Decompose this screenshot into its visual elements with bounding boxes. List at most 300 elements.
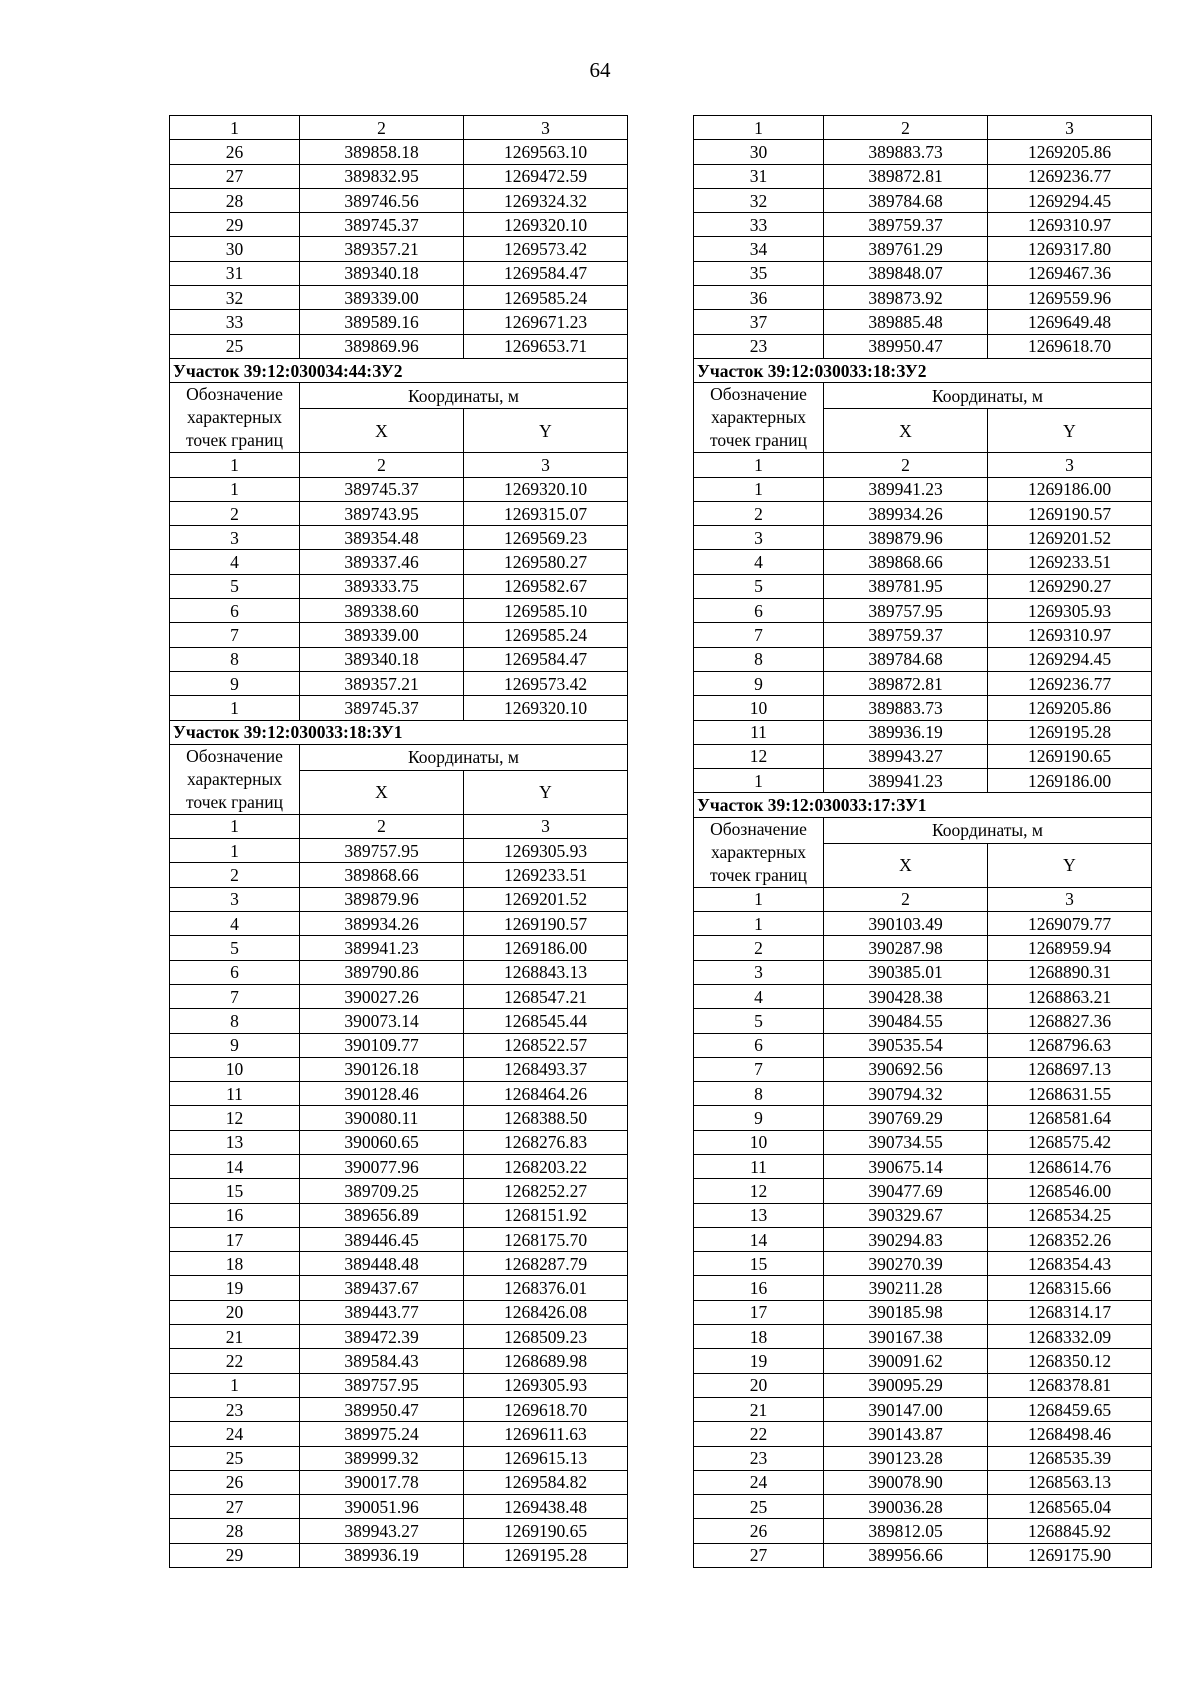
point-number: 10	[170, 1057, 300, 1081]
x-coordinate: 390535.54	[824, 1033, 988, 1057]
y-coordinate: 1268631.55	[988, 1082, 1152, 1106]
point-number: 5	[694, 574, 824, 598]
x-coordinate: 389934.26	[824, 501, 988, 525]
point-number: 2	[694, 501, 824, 525]
table-row	[694, 1495, 1152, 1519]
parcel-title: Участок 39:12:030033:18:ЗУ2	[694, 358, 1152, 382]
point-number: 11	[694, 1154, 824, 1178]
x-coordinate: 390123.28	[824, 1446, 988, 1470]
point-number: 4	[694, 550, 824, 574]
x-coordinate: 389759.37	[824, 623, 988, 647]
y-coordinate: 1269310.97	[988, 623, 1152, 647]
y-coordinate: 1269324.32	[464, 188, 628, 212]
x-coordinate: 389950.47	[824, 334, 988, 358]
x-coordinate: 389832.95	[300, 164, 464, 188]
table-row	[170, 623, 628, 647]
point-number: 2	[170, 863, 300, 887]
point-number: 8	[170, 1009, 300, 1033]
table-row	[170, 140, 628, 164]
x-coordinate: 389790.86	[300, 960, 464, 984]
y-coordinate: 1269175.90	[988, 1543, 1152, 1567]
x-coordinate: 389872.81	[824, 164, 988, 188]
parcel-title-row	[694, 358, 1152, 382]
table-row	[694, 213, 1152, 237]
table-row	[170, 1300, 628, 1324]
x-coordinate: 389943.27	[824, 744, 988, 768]
parcel-title: Участок 39:12:030033:18:ЗУ1	[170, 720, 628, 744]
table-row	[694, 599, 1152, 623]
table-row	[694, 912, 1152, 936]
table-row	[694, 1252, 1152, 1276]
table-row	[170, 501, 628, 525]
column-number: 1	[170, 116, 300, 140]
x-coordinate: 390095.29	[824, 1373, 988, 1397]
x-coordinate: 389448.48	[300, 1252, 464, 1276]
column-number: 2	[824, 453, 988, 477]
y-coordinate: 1269190.65	[988, 744, 1152, 768]
x-coordinate: 389757.95	[300, 1373, 464, 1397]
y-coordinate: 1269205.86	[988, 696, 1152, 720]
table-row	[170, 574, 628, 598]
y-coordinate: 1268203.22	[464, 1154, 628, 1178]
point-number: 18	[170, 1252, 300, 1276]
table-row	[170, 912, 628, 936]
table-row	[170, 1519, 628, 1543]
x-coordinate: 389956.66	[824, 1543, 988, 1567]
x-coordinate: 389357.21	[300, 671, 464, 695]
x-coordinate: 390080.11	[300, 1106, 464, 1130]
table-row	[170, 213, 628, 237]
point-number: 20	[694, 1373, 824, 1397]
y-coordinate: 1269618.70	[464, 1397, 628, 1421]
y-coordinate: 1268827.36	[988, 1009, 1152, 1033]
column-number: 2	[824, 887, 988, 911]
x-coordinate: 390477.69	[824, 1179, 988, 1203]
point-number: 6	[694, 599, 824, 623]
point-number: 13	[694, 1203, 824, 1227]
table-row	[170, 1422, 628, 1446]
y-coordinate: 1268376.01	[464, 1276, 628, 1300]
header-x: X	[824, 843, 988, 887]
y-coordinate: 1268697.13	[988, 1057, 1152, 1081]
parcel-title-row	[170, 720, 628, 744]
x-coordinate: 390027.26	[300, 984, 464, 1008]
x-coordinate: 389941.23	[300, 936, 464, 960]
y-coordinate: 1269205.86	[988, 140, 1152, 164]
header-coordinates: Координаты, м	[824, 817, 1152, 843]
y-coordinate: 1269467.36	[988, 261, 1152, 285]
y-coordinate: 1269201.52	[988, 526, 1152, 550]
point-number: 9	[170, 1033, 300, 1057]
point-number: 22	[170, 1349, 300, 1373]
point-number: 17	[694, 1300, 824, 1324]
x-coordinate: 390211.28	[824, 1276, 988, 1300]
point-number: 23	[170, 1397, 300, 1421]
y-coordinate: 1269190.57	[464, 912, 628, 936]
y-coordinate: 1268890.31	[988, 960, 1152, 984]
y-coordinate: 1269310.97	[988, 213, 1152, 237]
column-number-row	[694, 116, 1152, 140]
x-coordinate: 390128.46	[300, 1082, 464, 1106]
column-number: 1	[694, 453, 824, 477]
y-coordinate: 1269317.80	[988, 237, 1152, 261]
y-coordinate: 1269305.93	[464, 1373, 628, 1397]
point-number: 1	[694, 477, 824, 501]
table-row	[694, 261, 1152, 285]
table-row	[170, 310, 628, 334]
column-number: 2	[300, 453, 464, 477]
point-number: 32	[170, 286, 300, 310]
x-coordinate: 390036.28	[824, 1495, 988, 1519]
y-coordinate: 1269236.77	[988, 671, 1152, 695]
table-row	[170, 1009, 628, 1033]
y-coordinate: 1268350.12	[988, 1349, 1152, 1373]
header-y: Y	[464, 770, 628, 814]
point-number: 9	[694, 671, 824, 695]
column-number-row	[170, 814, 628, 838]
x-coordinate: 389868.66	[824, 550, 988, 574]
point-number: 7	[170, 984, 300, 1008]
x-coordinate: 389883.73	[824, 140, 988, 164]
table-row	[694, 1033, 1152, 1057]
table-row	[694, 1422, 1152, 1446]
y-coordinate: 1269195.28	[988, 720, 1152, 744]
table-row	[694, 140, 1152, 164]
x-coordinate: 389337.46	[300, 550, 464, 574]
table-row	[170, 696, 628, 720]
table-row	[694, 960, 1152, 984]
table-row	[170, 261, 628, 285]
y-coordinate: 1269315.07	[464, 501, 628, 525]
x-coordinate: 390185.98	[824, 1300, 988, 1324]
table-row	[694, 1227, 1152, 1251]
point-number: 27	[170, 1495, 300, 1519]
y-coordinate: 1268534.25	[988, 1203, 1152, 1227]
point-number: 5	[170, 936, 300, 960]
point-number: 23	[694, 1446, 824, 1470]
x-coordinate: 390103.49	[824, 912, 988, 936]
y-coordinate: 1268581.64	[988, 1106, 1152, 1130]
point-number: 21	[170, 1325, 300, 1349]
header-designation: Обозначение характерных точек границ	[694, 817, 824, 887]
column-number: 3	[988, 116, 1152, 140]
point-number: 27	[694, 1543, 824, 1567]
table-row	[694, 1519, 1152, 1543]
y-coordinate: 1268959.94	[988, 936, 1152, 960]
point-number: 15	[170, 1179, 300, 1203]
x-coordinate: 390428.38	[824, 984, 988, 1008]
header-x: X	[824, 409, 988, 453]
y-coordinate: 1269186.00	[988, 769, 1152, 793]
table-row	[694, 164, 1152, 188]
coordinates-table-right	[693, 115, 1152, 1568]
table-row	[694, 1470, 1152, 1494]
header-x: X	[300, 409, 464, 453]
x-coordinate: 389339.00	[300, 623, 464, 647]
point-number: 1	[170, 696, 300, 720]
y-coordinate: 1268509.23	[464, 1325, 628, 1349]
x-coordinate: 389950.47	[300, 1397, 464, 1421]
x-coordinate: 390675.14	[824, 1154, 988, 1178]
table-row	[694, 1349, 1152, 1373]
table-row	[170, 164, 628, 188]
header-designation: Обозначение характерных точек границ	[694, 383, 824, 453]
point-number: 4	[170, 550, 300, 574]
table-row	[694, 769, 1152, 793]
table-row	[694, 334, 1152, 358]
column-number: 2	[300, 814, 464, 838]
column-number: 2	[300, 116, 464, 140]
y-coordinate: 1269290.27	[988, 574, 1152, 598]
y-coordinate: 1268252.27	[464, 1179, 628, 1203]
x-coordinate: 390051.96	[300, 1495, 464, 1519]
y-coordinate: 1268575.42	[988, 1130, 1152, 1154]
x-coordinate: 389761.29	[824, 237, 988, 261]
y-coordinate: 1268276.83	[464, 1130, 628, 1154]
x-coordinate: 389941.23	[824, 769, 988, 793]
x-coordinate: 389757.95	[300, 839, 464, 863]
table-header-row	[170, 744, 628, 770]
y-coordinate: 1268493.37	[464, 1057, 628, 1081]
x-coordinate: 390769.29	[824, 1106, 988, 1130]
table-row	[694, 1082, 1152, 1106]
x-coordinate: 390126.18	[300, 1057, 464, 1081]
y-coordinate: 1268314.17	[988, 1300, 1152, 1324]
point-number: 26	[694, 1519, 824, 1543]
column-number: 3	[988, 453, 1152, 477]
point-number: 33	[694, 213, 824, 237]
x-coordinate: 389873.92	[824, 286, 988, 310]
column-number: 3	[464, 453, 628, 477]
point-number: 21	[694, 1397, 824, 1421]
table-row	[170, 1057, 628, 1081]
table-row	[170, 1106, 628, 1130]
point-number: 11	[170, 1082, 300, 1106]
x-coordinate: 389743.95	[300, 501, 464, 525]
point-number: 7	[694, 623, 824, 647]
point-number: 8	[170, 647, 300, 671]
parcel-title-row	[170, 358, 628, 382]
y-coordinate: 1269233.51	[988, 550, 1152, 574]
table-row	[694, 574, 1152, 598]
x-coordinate: 389745.37	[300, 213, 464, 237]
table-row	[694, 1446, 1152, 1470]
header-y: Y	[988, 409, 1152, 453]
parcel-title: Участок 39:12:030033:17:ЗУ1	[694, 793, 1152, 817]
table-row	[694, 477, 1152, 501]
y-coordinate: 1268863.21	[988, 984, 1152, 1008]
point-number: 3	[694, 960, 824, 984]
x-coordinate: 389446.45	[300, 1227, 464, 1251]
table-row	[170, 1373, 628, 1397]
table-row	[170, 1179, 628, 1203]
y-coordinate: 1268315.66	[988, 1276, 1152, 1300]
y-coordinate: 1268332.09	[988, 1325, 1152, 1349]
table-row	[694, 720, 1152, 744]
table-row	[694, 237, 1152, 261]
y-coordinate: 1268378.81	[988, 1373, 1152, 1397]
point-number: 30	[694, 140, 824, 164]
x-coordinate: 389443.77	[300, 1300, 464, 1324]
point-number: 14	[170, 1154, 300, 1178]
coordinates-table-left	[169, 115, 628, 1568]
x-coordinate: 390734.55	[824, 1130, 988, 1154]
table-row	[694, 188, 1152, 212]
column-number-row	[170, 116, 628, 140]
point-number: 30	[170, 237, 300, 261]
y-coordinate: 1269305.93	[464, 839, 628, 863]
y-coordinate: 1269585.24	[464, 286, 628, 310]
point-number: 18	[694, 1325, 824, 1349]
y-coordinate: 1269233.51	[464, 863, 628, 887]
point-number: 10	[694, 696, 824, 720]
column-number-row	[170, 453, 628, 477]
point-number: 24	[170, 1422, 300, 1446]
point-number: 6	[170, 960, 300, 984]
table-row	[694, 1397, 1152, 1421]
y-coordinate: 1269615.13	[464, 1446, 628, 1470]
point-number: 12	[170, 1106, 300, 1130]
point-number: 29	[170, 213, 300, 237]
table-row	[170, 647, 628, 671]
table-row	[170, 1252, 628, 1276]
table-row	[694, 1325, 1152, 1349]
x-coordinate: 389589.16	[300, 310, 464, 334]
table-row	[170, 1227, 628, 1251]
y-coordinate: 1269584.82	[464, 1470, 628, 1494]
left-coordinates-column	[169, 115, 628, 1568]
header-coordinates: Координаты, м	[824, 383, 1152, 409]
x-coordinate: 389340.18	[300, 647, 464, 671]
table-row	[170, 671, 628, 695]
point-number: 25	[694, 1495, 824, 1519]
x-coordinate: 389883.73	[824, 696, 988, 720]
point-number: 37	[694, 310, 824, 334]
point-number: 17	[170, 1227, 300, 1251]
x-coordinate: 389357.21	[300, 237, 464, 261]
table-header-row	[694, 817, 1152, 843]
parcel-title-row	[694, 793, 1152, 817]
parcel-title: Участок 39:12:030034:44:ЗУ2	[170, 358, 628, 382]
table-row	[170, 839, 628, 863]
point-number: 4	[694, 984, 824, 1008]
y-coordinate: 1269569.23	[464, 526, 628, 550]
point-number: 13	[170, 1130, 300, 1154]
y-coordinate: 1268354.43	[988, 1252, 1152, 1276]
x-coordinate: 389745.37	[300, 696, 464, 720]
table-row	[170, 526, 628, 550]
point-number: 12	[694, 1179, 824, 1203]
point-number: 1	[694, 912, 824, 936]
point-number: 2	[170, 501, 300, 525]
point-number: 12	[694, 744, 824, 768]
y-coordinate: 1268522.57	[464, 1033, 628, 1057]
y-coordinate: 1268426.08	[464, 1300, 628, 1324]
table-row	[694, 526, 1152, 550]
y-coordinate: 1269585.24	[464, 623, 628, 647]
column-number: 3	[464, 116, 628, 140]
column-number: 1	[694, 887, 824, 911]
x-coordinate: 389472.39	[300, 1325, 464, 1349]
point-number: 16	[694, 1276, 824, 1300]
y-coordinate: 1268796.63	[988, 1033, 1152, 1057]
point-number: 35	[694, 261, 824, 285]
table-header-row	[694, 383, 1152, 409]
x-coordinate: 390294.83	[824, 1227, 988, 1251]
x-coordinate: 390017.78	[300, 1470, 464, 1494]
header-x: X	[300, 770, 464, 814]
point-number: 6	[694, 1033, 824, 1057]
x-coordinate: 389858.18	[300, 140, 464, 164]
point-number: 2	[694, 936, 824, 960]
x-coordinate: 389781.95	[824, 574, 988, 598]
x-coordinate: 389784.68	[824, 188, 988, 212]
y-coordinate: 1268563.13	[988, 1470, 1152, 1494]
table-row	[170, 1446, 628, 1470]
table-row	[694, 671, 1152, 695]
y-coordinate: 1269438.48	[464, 1495, 628, 1519]
y-coordinate: 1268352.26	[988, 1227, 1152, 1251]
table-row	[170, 863, 628, 887]
column-number-row	[694, 887, 1152, 911]
table-row	[170, 1033, 628, 1057]
y-coordinate: 1269559.96	[988, 286, 1152, 310]
x-coordinate: 389872.81	[824, 671, 988, 695]
point-number: 1	[170, 839, 300, 863]
y-coordinate: 1268545.44	[464, 1009, 628, 1033]
x-coordinate: 390078.90	[824, 1470, 988, 1494]
column-number-row	[694, 453, 1152, 477]
x-coordinate: 389584.43	[300, 1349, 464, 1373]
y-coordinate: 1268388.50	[464, 1106, 628, 1130]
right-coordinates-column	[693, 115, 1152, 1568]
x-coordinate: 389338.60	[300, 599, 464, 623]
point-number: 3	[694, 526, 824, 550]
table-row	[170, 599, 628, 623]
x-coordinate: 389869.96	[300, 334, 464, 358]
y-coordinate: 1269671.23	[464, 310, 628, 334]
point-number: 15	[694, 1252, 824, 1276]
x-coordinate: 389354.48	[300, 526, 464, 550]
y-coordinate: 1269190.65	[464, 1519, 628, 1543]
y-coordinate: 1268498.46	[988, 1422, 1152, 1446]
table-row	[170, 1349, 628, 1373]
point-number: 1	[170, 1373, 300, 1397]
table-row	[694, 1203, 1152, 1227]
y-coordinate: 1268459.65	[988, 1397, 1152, 1421]
point-number: 31	[694, 164, 824, 188]
x-coordinate: 389879.96	[824, 526, 988, 550]
table-row	[170, 1325, 628, 1349]
x-coordinate: 389709.25	[300, 1179, 464, 1203]
y-coordinate: 1269320.10	[464, 213, 628, 237]
point-number: 23	[694, 334, 824, 358]
x-coordinate: 389885.48	[824, 310, 988, 334]
y-coordinate: 1269585.10	[464, 599, 628, 623]
table-row	[694, 1276, 1152, 1300]
x-coordinate: 390287.98	[824, 936, 988, 960]
y-coordinate: 1269582.67	[464, 574, 628, 598]
table-row	[170, 237, 628, 261]
x-coordinate: 390143.87	[824, 1422, 988, 1446]
y-coordinate: 1269584.47	[464, 647, 628, 671]
header-y: Y	[464, 409, 628, 453]
table-row	[170, 550, 628, 574]
x-coordinate: 389975.24	[300, 1422, 464, 1446]
x-coordinate: 390167.38	[824, 1325, 988, 1349]
table-row	[170, 188, 628, 212]
table-row	[694, 1373, 1152, 1397]
